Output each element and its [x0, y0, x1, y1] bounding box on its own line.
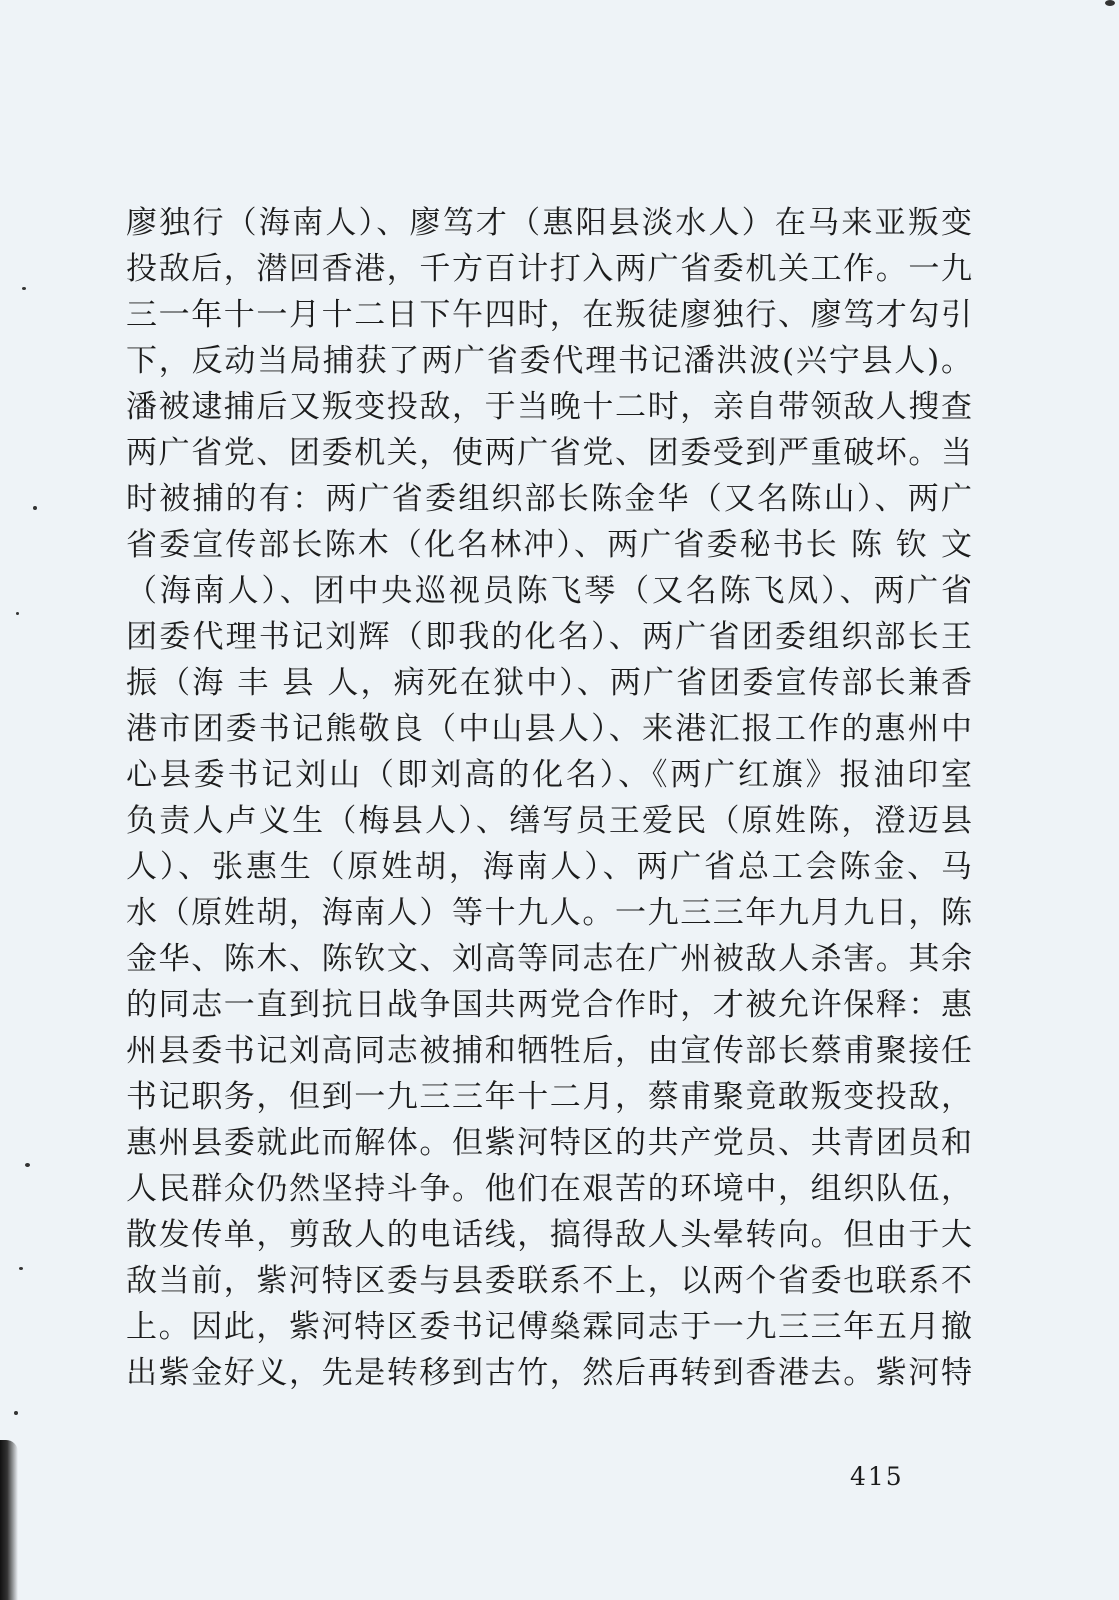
scan-speck [19, 1267, 23, 1270]
scan-speck [33, 506, 37, 510]
text-line: 下，反动当局捕获了两广省委代理书记潘洪波(兴宁县人)。 [126, 343, 972, 379]
text-line: 负责人卢义生（梅县人）、缮写员王爱民（原姓陈，澄迈县 [126, 803, 972, 839]
text-line: （海南人）、团中央巡视员陈飞琴（又名陈飞凤）、两广省 [126, 573, 972, 609]
text-line: 州县委书记刘高同志被捕和牺牲后，由宣传部长蔡甫聚接任 [126, 1033, 972, 1069]
text-line: 出紫金好义，先是转移到古竹，然后再转到香港去。紫河特 [126, 1355, 972, 1391]
scan-edge-shadow [0, 1440, 18, 1600]
body-text [126, 200, 972, 1396]
text-line: 金华、陈木、陈钦文、刘高等同志在广州被敌人杀害。其余 [126, 941, 972, 977]
text-line: 时被捕的有：两广省委组织部长陈金华（又名陈山）、两广 [126, 481, 972, 517]
text-line: 省委宣传部长陈木（化名林冲）、两广省委秘书长 陈 钦 文 [126, 527, 972, 563]
scan-speck [16, 612, 19, 615]
text-line: 书记职务，但到一九三三年十二月，蔡甫聚竟敢叛变投敌， [126, 1079, 972, 1115]
scan-speck [22, 287, 26, 290]
text-line: 港市团委书记熊敬良（中山县人）、来港汇报工作的惠州中 [126, 711, 972, 747]
text-line: 惠州县委就此而解体。但紫河特区的共产党员、共青团员和 [126, 1125, 972, 1161]
text-line: 的同志一直到抗日战争国共两党合作时，才被允许保释：惠 [126, 987, 972, 1023]
text-line: 散发传单，剪敌人的电话线，搞得敌人头晕转向。但由于大 [126, 1217, 972, 1253]
scan-speck [25, 1163, 30, 1167]
text-line: 廖独行（海南人）、廖笃才（惠阳县淡水人）在马来亚叛变 [126, 205, 972, 241]
scan-speck [14, 1411, 18, 1415]
page-number: 415 [850, 1462, 904, 1491]
text-line: 振（海 丰 县 人，病死在狱中）、两广省团委宣传部长兼香 [126, 665, 972, 701]
text-line: 潘被逮捕后又叛变投敌，于当晚十二时，亲自带领敌人搜查 [126, 389, 972, 425]
text-line: 投敌后，潜回香港，千方百计打入两广省委机关工作。一九 [126, 251, 972, 287]
text-line: 敌当前，紫河特区委与县委联系不上，以两个省委也联系不 [126, 1263, 972, 1299]
text-line: 两广省党、团委机关，使两广省党、团委受到严重破坏。当 [126, 435, 972, 471]
text-line: 心县委书记刘山（即刘高的化名）、《两广红旗》报油印室 [126, 757, 972, 793]
text-line: 水（原姓胡，海南人）等十九人。一九三三年九月九日，陈 [126, 895, 972, 931]
text-line: 上。因此，紫河特区委书记傅燊霖同志于一九三三年五月撤 [126, 1309, 972, 1345]
text-line: 人）、张惠生（原姓胡，海南人）、两广省总工会陈金、马 [126, 849, 972, 885]
text-line: 团委代理书记刘辉（即我的化名）、两广省团委组织部长王 [126, 619, 972, 655]
scan-speck [1105, 0, 1115, 6]
text-line: 人民群众仍然坚持斗争。他们在艰苦的环境中，组织队伍， [126, 1171, 972, 1207]
text-line: 三一年十一月十二日下午四时，在叛徒廖独行、廖笃才勾引 [126, 297, 972, 333]
